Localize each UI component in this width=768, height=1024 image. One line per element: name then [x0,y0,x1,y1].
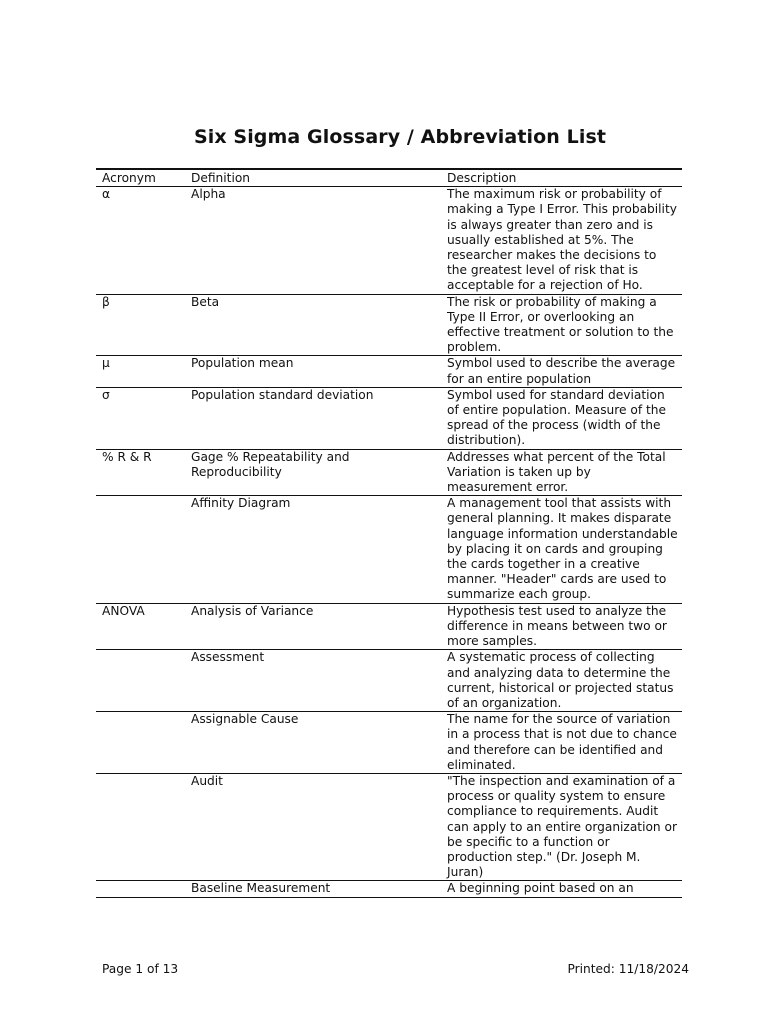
glossary-table [96,168,682,898]
acronym-cell: σ [96,387,185,449]
description-cell: Symbol used to describe the average for an entire population [441,356,682,387]
description-cell: "The inspection and examination of a process or quality system to ensure compliance to requirements. Audit can apply to an entire organization or be specific to a function or production step." (Dr. Joseph M. Juran) [441,773,682,880]
table-header-row [96,169,682,187]
table-row [96,294,682,356]
table-row [96,881,682,897]
definition-cell: Assignable Cause [185,712,441,774]
definition-cell: Baseline Measurement [185,881,441,897]
description-cell: The risk or probability of making a Type II Error, or overlooking an effective treatment or solution to the problem. [441,294,682,356]
table-row [96,187,682,294]
description-cell: The name for the source of variation in a process that is not due to chance and therefore can be identified and eliminated. [441,712,682,774]
table-row [96,387,682,449]
printed-date: Printed: 11/18/2024 [567,962,689,976]
description-cell: A beginning point based on an [441,881,682,897]
definition-cell: Assessment [185,650,441,712]
acronym-cell: ANOVA [96,603,185,650]
acronym-cell [96,712,185,774]
definition-cell: Beta [185,294,441,356]
acronym-cell [96,650,185,712]
page-number: Page 1 of 13 [102,962,179,976]
definition-cell: Population mean [185,356,441,387]
table-row [96,603,682,650]
description-cell: Addresses what percent of the Total Variation is taken up by measurement error. [441,449,682,496]
acronym-cell [96,496,185,603]
definition-cell: Gage % Repeatability and Reproducibility [185,449,441,496]
acronym-cell [96,881,185,897]
acronym-cell: β [96,294,185,356]
definition-cell: Analysis of Variance [185,603,441,650]
definition-cell: Affinity Diagram [185,496,441,603]
header-acronym: Acronym [96,169,185,187]
acronym-cell [96,773,185,880]
table-row [96,356,682,387]
definition-cell: Alpha [185,187,441,294]
description-cell: A management tool that assists with general planning. It makes disparate language information understandable by placing it on cards and grouping the cards together in a creative manner. "Header" cards are used to summarize each group. [441,496,682,603]
acronym-cell: μ [96,356,185,387]
header-definition: Definition [185,169,441,187]
header-description: Description [441,169,682,187]
table-row [96,712,682,774]
table-row [96,650,682,712]
definition-cell: Population standard deviation [185,387,441,449]
table-row [96,773,682,880]
acronym-cell: α [96,187,185,294]
definition-cell: Audit [185,773,441,880]
document-title: Six Sigma Glossary / Abbreviation List [193,126,607,148]
acronym-cell: % R & R [96,449,185,496]
description-cell: Symbol used for standard deviation of entire population. Measure of the spread of the process (width of the distribution). [441,387,682,449]
table-row [96,496,682,603]
description-cell: A systematic process of collecting and analyzing data to determine the current, historical or projected status of an organization. [441,650,682,712]
description-cell: The maximum risk or probability of making a Type I Error. This probability is always greater than zero and is usually established at 5%. The researcher makes the decisions to the greatest level of risk that is acceptable for a rejection of Ho. [441,187,682,294]
description-cell: Hypothesis test used to analyze the difference in means between two or more samples. [441,603,682,650]
table-row [96,449,682,496]
